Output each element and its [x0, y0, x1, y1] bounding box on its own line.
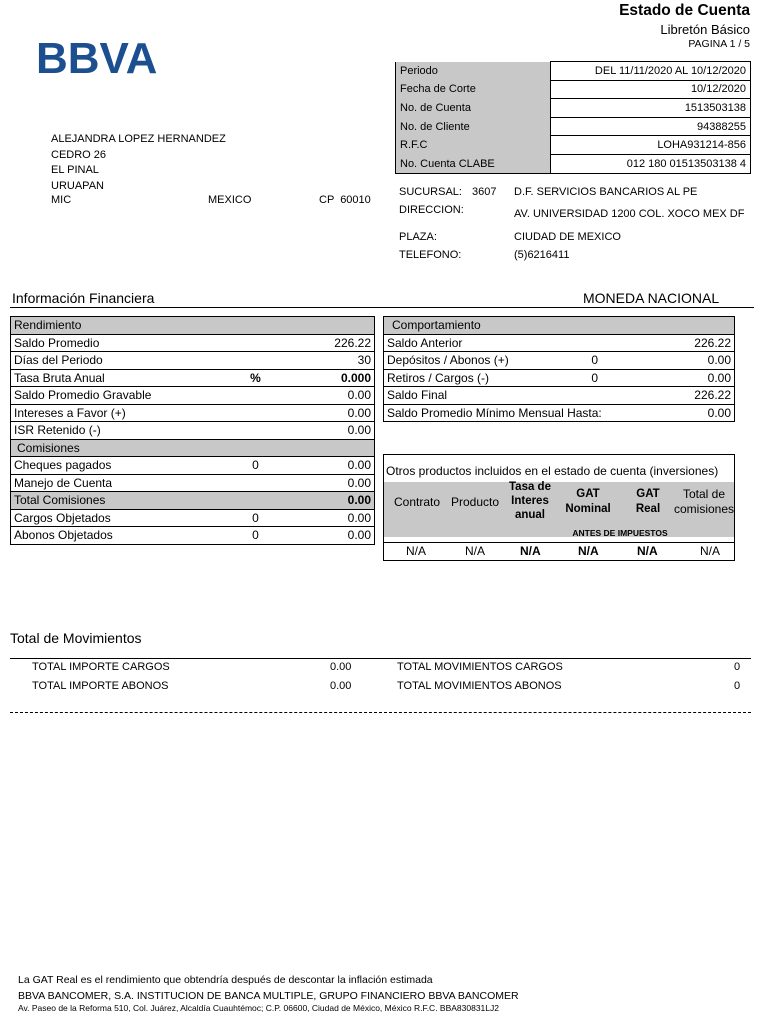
info-value: 1513503138: [551, 99, 751, 118]
plaza-value: CIUDAD DE MEXICO: [514, 231, 621, 243]
row-value: 226.22: [291, 334, 375, 352]
importe-abonos-label: TOTAL IMPORTE ABONOS: [32, 680, 169, 692]
info-row: [396, 117, 751, 136]
info-row: [396, 99, 751, 118]
row-label: Saldo Promedio Gravable: [11, 387, 221, 405]
customer-state: MIC: [51, 194, 72, 206]
movimientos-divider: [10, 658, 751, 659]
info-row: [396, 80, 751, 99]
row-mid: [221, 352, 291, 370]
row-value: 226.22: [605, 334, 735, 352]
telefono-label: TELEFONO:: [399, 249, 462, 261]
bbva-logo-text: BBVA: [36, 34, 158, 77]
info-label: Fecha de Corte: [396, 80, 551, 99]
info-value: 10/12/2020: [551, 80, 751, 99]
table-row: [384, 334, 735, 352]
row-label: Total Comisiones: [11, 492, 221, 510]
comisiones-header: Comisiones: [11, 439, 375, 457]
row-mid: 0: [585, 369, 605, 387]
cell-contrato: N/A: [406, 544, 427, 558]
row-mid: [221, 334, 291, 352]
info-value: DEL 11/11/2020 AL 10/12/2020: [551, 62, 751, 81]
dashed-divider: [10, 712, 751, 713]
gat-note: La GAT Real es el rendimiento que obtendría después de descontar la inflación estimada: [18, 974, 433, 986]
col-contrato: Contrato: [394, 495, 441, 509]
row-value: 0.00: [291, 474, 375, 492]
info-row: [396, 154, 751, 173]
row-label: Manejo de Cuenta: [11, 474, 221, 492]
sucursal-name: D.F. SERVICIOS BANCARIOS AL PE: [514, 186, 698, 198]
cell-total: N/A: [700, 544, 721, 558]
info-label: No. de Cuenta: [396, 99, 551, 118]
row-value: 0.00: [291, 422, 375, 440]
account-info-table: [395, 61, 751, 174]
row-value: 0.00: [291, 492, 375, 510]
col-producto: Producto: [451, 495, 500, 509]
row-value: 0.00: [605, 404, 735, 422]
row-mid: %: [221, 369, 291, 387]
row-label: Depósitos / Abonos (+): [384, 352, 585, 370]
row-mid: [221, 422, 291, 440]
row-value: 0.00: [291, 457, 375, 475]
row-value: 226.22: [605, 387, 735, 405]
table-row: [11, 492, 375, 510]
row-label: Saldo Final: [384, 387, 585, 405]
movimientos-title: Total de Movimientos: [10, 630, 142, 646]
customer-address: [51, 132, 226, 194]
row-mid: 0: [585, 352, 605, 370]
row-mid: [221, 474, 291, 492]
row-divider: [384, 542, 734, 543]
comportamiento-header: Comportamiento: [384, 317, 735, 335]
antes-de-impuestos: ANTES DE IMPUESTOS: [572, 528, 668, 538]
table-row: [11, 352, 375, 370]
section-divider: [10, 307, 754, 308]
bbva-logo-mark: [36, 33, 172, 77]
cell-tasa: N/A: [520, 544, 541, 558]
table-row: [11, 474, 375, 492]
customer-colony: EL PINAL: [51, 164, 99, 176]
mov-cargos-label: TOTAL MOVIMIENTOS CARGOS: [397, 661, 563, 673]
rendimiento-header: Rendimiento: [11, 317, 375, 335]
row-label: Tasa Bruta Anual: [11, 369, 221, 387]
row-mid: [221, 387, 291, 405]
cell-gat-nominal: N/A: [578, 544, 599, 558]
table-row: [11, 387, 375, 405]
row-label: ISR Retenido (-): [11, 422, 221, 440]
otros-productos-box: [383, 454, 735, 561]
table-row: [384, 387, 735, 405]
table-row: [11, 404, 375, 422]
table-row: [11, 509, 375, 527]
importe-cargos-value: 0.00: [330, 661, 352, 673]
customer-cp: CP 60010: [319, 194, 371, 206]
comportamiento-table: [383, 316, 735, 422]
info-label: Periodo: [396, 62, 551, 81]
table-row: [11, 527, 375, 545]
row-label: Saldo Promedio: [11, 334, 221, 352]
table-row: [11, 457, 375, 475]
info-value: LOHA931214-856: [551, 136, 751, 155]
telefono-value: (5)6216411: [514, 249, 570, 261]
importe-abonos-value: 0.00: [330, 680, 352, 692]
row-mid: 0: [221, 457, 291, 475]
info-label: No. de Cliente: [396, 117, 551, 136]
row-value: 0.00: [291, 404, 375, 422]
table-row: [11, 334, 375, 352]
otros-productos-title: Otros productos incluidos en el estado de cuenta (inversiones): [386, 464, 719, 478]
financial-info-title: Información Financiera: [12, 290, 155, 306]
info-value: 94388255: [551, 117, 751, 136]
customer-name: ALEJANDRA LOPEZ HERNANDEZ: [51, 133, 226, 145]
row-label: Abonos Objetados: [11, 527, 221, 545]
bbva-logo: [36, 33, 172, 82]
row-mid: 0: [221, 509, 291, 527]
row-value: 0.00: [291, 387, 375, 405]
mov-abonos-label: TOTAL MOVIMIENTOS ABONOS: [397, 680, 562, 692]
company-name: BBVA BANCOMER, S.A. INSTITUCION DE BANCA MULTIPLE, GRUPO FINANCIERO BBVA BANCOMER: [18, 990, 519, 1002]
table-row: [11, 422, 375, 440]
info-row: [396, 62, 751, 81]
row-mid: [221, 404, 291, 422]
cell-gat-real: N/A: [637, 544, 658, 558]
importe-cargos-label: TOTAL IMPORTE CARGOS: [32, 661, 170, 673]
col-gat-real: GAT Real: [635, 488, 661, 515]
row-value: 0.00: [605, 352, 735, 370]
sucursal-number: 3607: [472, 186, 497, 198]
row-label: Saldo Anterior: [384, 334, 585, 352]
company-address: Av. Paseo de la Reforma 510, Col. Juárez, Alcaldía Cuauhtémoc; C.P. 06600, Ciudad de México, México R.F.C. BBA830831LJ2: [18, 1003, 499, 1013]
table-row: [384, 369, 735, 387]
direccion-value: AV. UNIVERSIDAD 1200 COL. XOCO MEX DF: [514, 208, 745, 220]
row-mid: [585, 387, 605, 405]
customer-country: MEXICO: [208, 194, 252, 206]
mov-cargos-value: 0: [734, 661, 741, 673]
col-gat-nominal: GAT Nominal: [565, 488, 611, 515]
row-label: Intereses a Favor (+): [11, 404, 221, 422]
customer-city: URUAPAN: [51, 179, 104, 192]
info-label: R.F.C: [396, 136, 551, 155]
row-label: Saldo Promedio Mínimo Mensual Hasta:: [384, 404, 605, 422]
row-label: Retiros / Cargos (-): [384, 369, 585, 387]
cell-producto: N/A: [465, 544, 486, 558]
row-value: 0.00: [291, 509, 375, 527]
customer-street: CEDRO 26: [51, 148, 107, 161]
row-value: 30: [291, 352, 375, 370]
mov-abonos-value: 0: [734, 680, 741, 692]
rendimiento-table: [10, 316, 375, 545]
info-value: 012 180 01513503138 4: [551, 154, 751, 173]
row-value: 0.00: [605, 369, 735, 387]
plaza-label: PLAZA:: [399, 231, 437, 243]
row-mid: 0: [221, 527, 291, 545]
row-label: Días del Periodo: [11, 352, 221, 370]
document-subtitle: Libretón Básico: [660, 22, 750, 37]
row-mid: [585, 334, 605, 352]
col-tasa: Tasa de Interes anual: [509, 481, 551, 521]
table-row: [384, 352, 735, 370]
row-label: Cheques pagados: [11, 457, 221, 475]
row-value: 0.00: [291, 527, 375, 545]
info-row: [396, 136, 751, 155]
currency-label: MONEDA NACIONAL: [583, 290, 720, 306]
page-number: PAGINA 1 / 5: [688, 38, 750, 50]
table-row: [384, 404, 735, 422]
row-label: Cargos Objetados: [11, 509, 221, 527]
row-value: 0.000: [291, 369, 375, 387]
sucursal-label: SUCURSAL:: [399, 186, 462, 198]
document-title: Estado de Cuenta: [619, 2, 750, 19]
direccion-label: DIRECCION:: [399, 204, 464, 216]
info-label: No. Cuenta CLABE: [396, 154, 551, 173]
table-row: [11, 369, 375, 387]
row-mid: [221, 492, 291, 510]
col-total-comisiones: Total de comisiones: [674, 487, 735, 516]
